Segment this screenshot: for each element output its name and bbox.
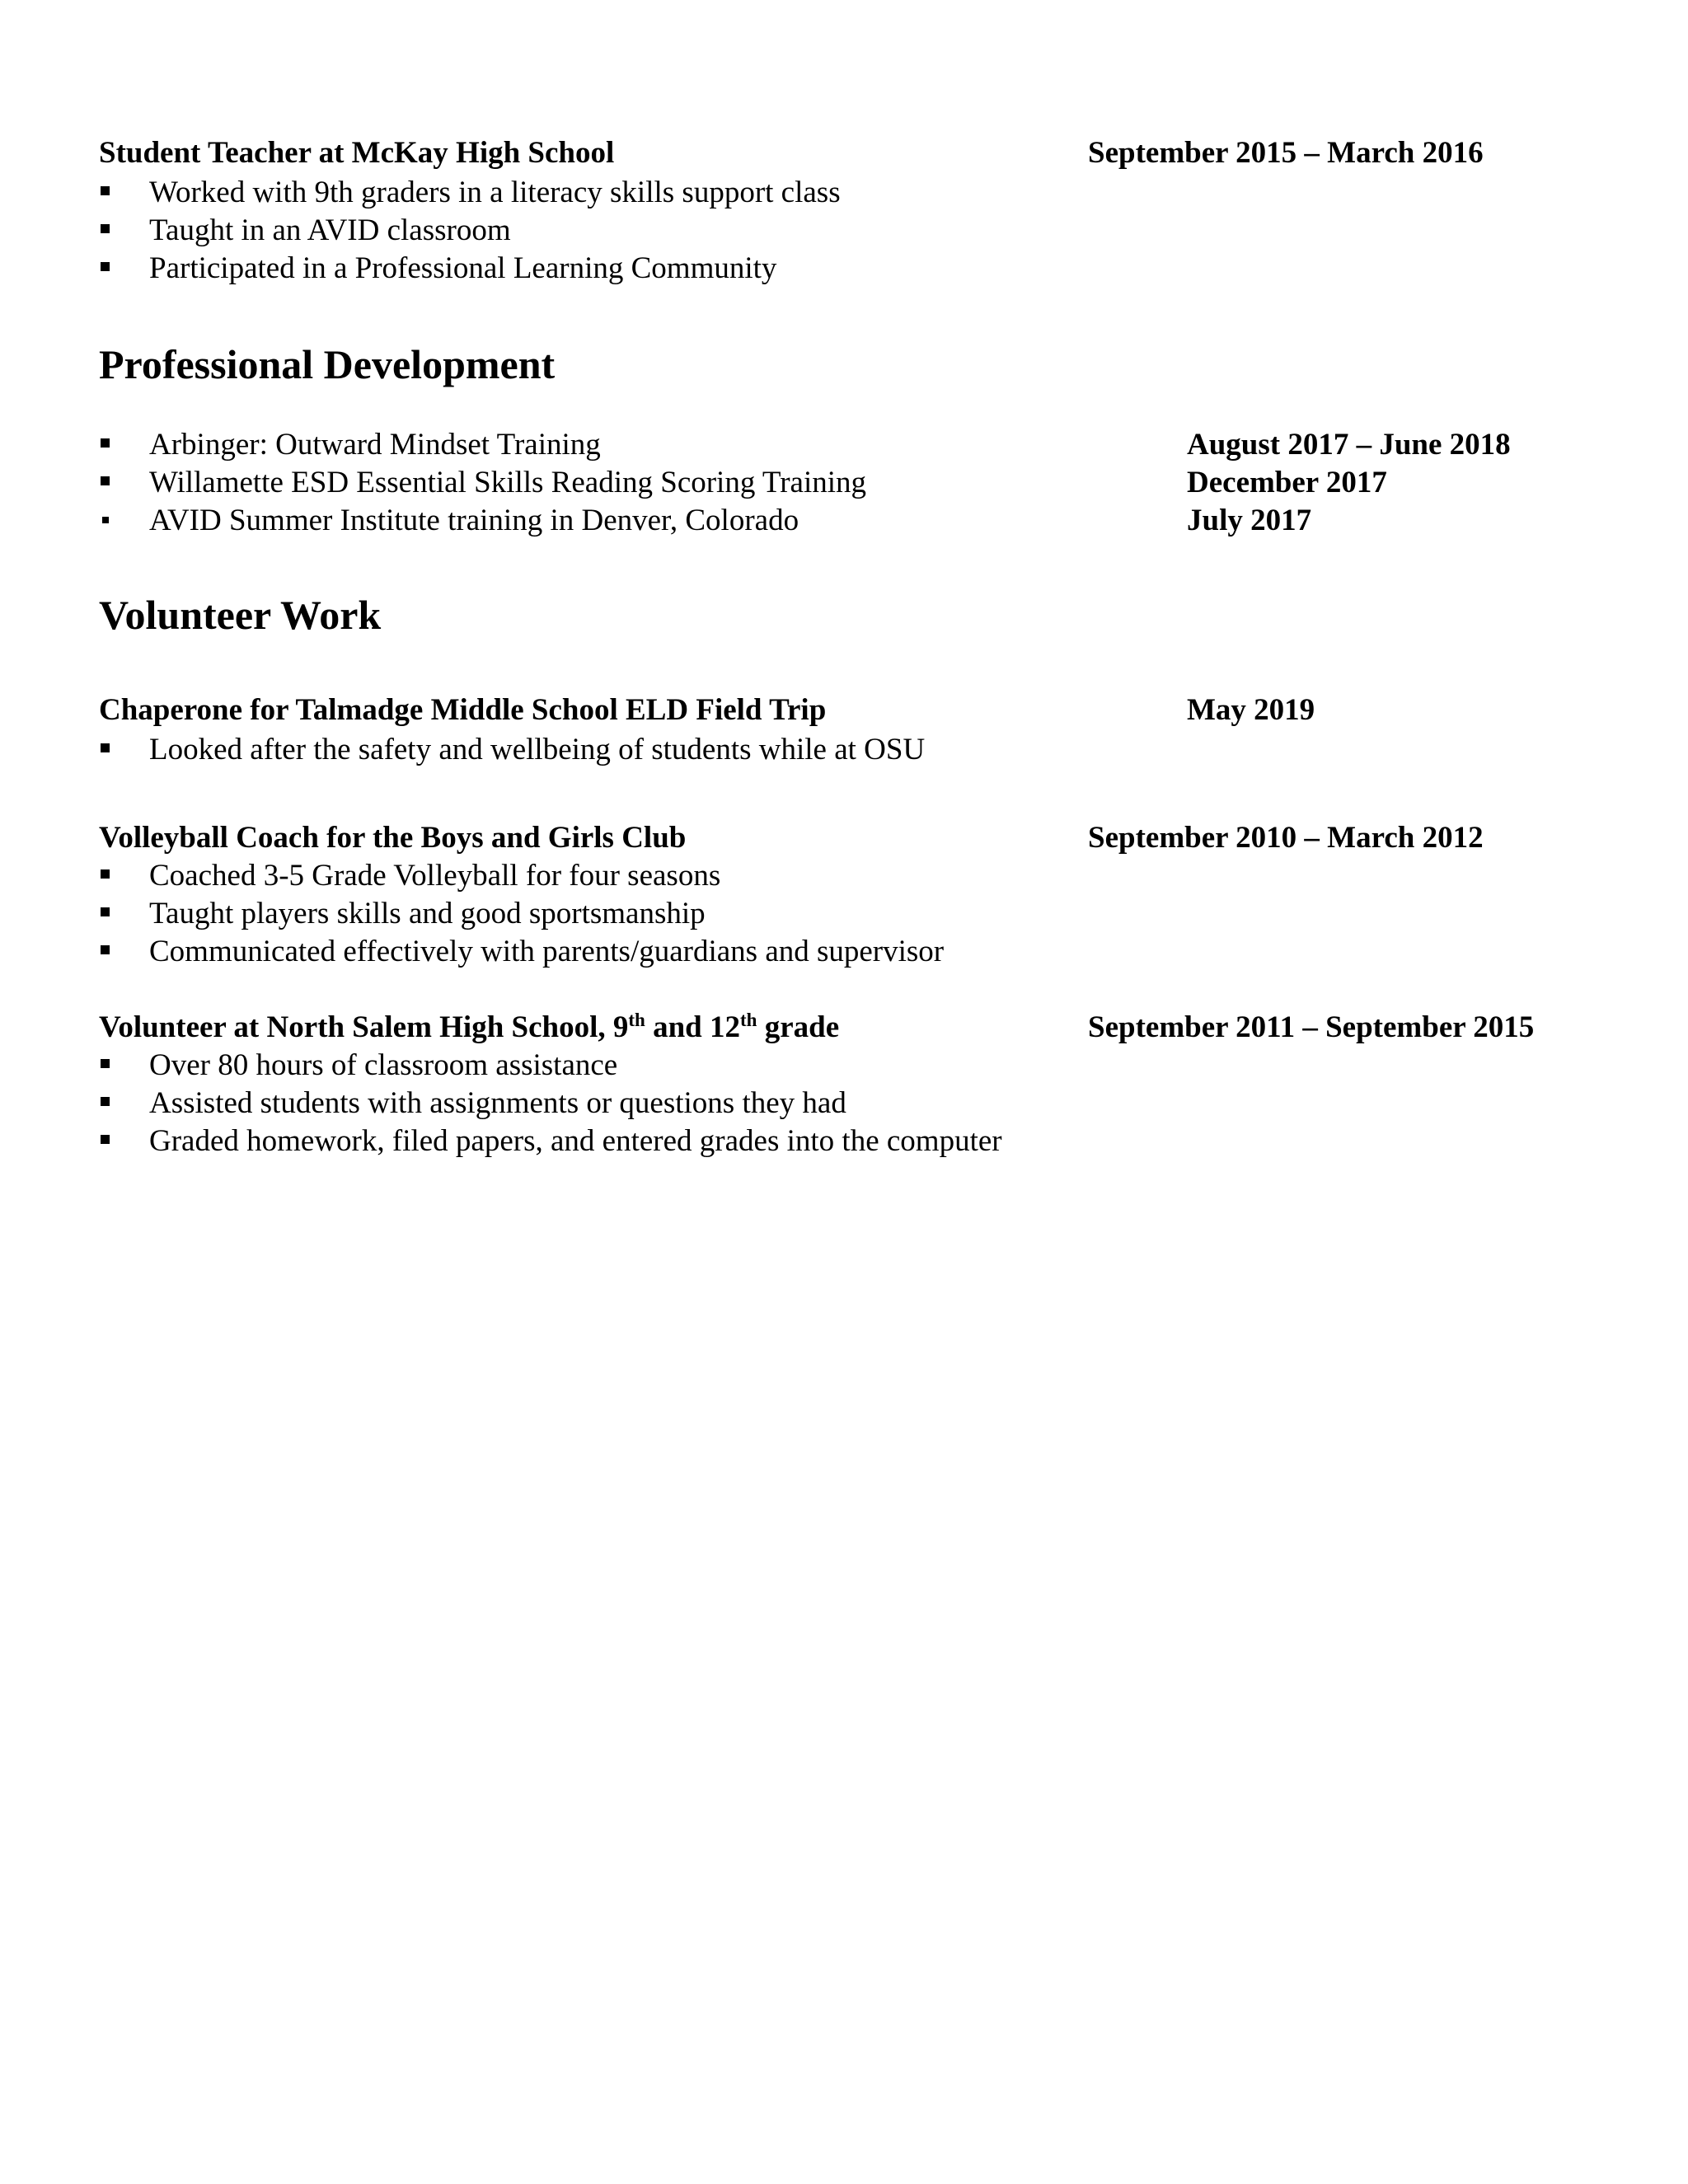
job-title-chaperone: Chaperone for Talmadge Middle School ELD Field Trip (99, 693, 827, 727)
bullet-square-icon (101, 945, 110, 954)
bullet-square-icon (101, 1059, 110, 1068)
bullet-square-icon (101, 869, 110, 879)
job-title-volleyball-coach: Volleyball Coach for the Boys and Girls Club (99, 821, 687, 855)
bullet-square-icon (101, 438, 110, 448)
resume-page: Student Teacher at McKay High School September 2015 – March 2016 Worked with 9th graders in a literacy skills support class Taught in an AVID classroom Participated in a Professional Learning Community Professional Development Arbinger: Outward Mindset Training August 2017 – June 2018 Willamette ESD Essential Skills Reading Scoring Training December 2017 AVID Summer Institute training in Denver, Colorado July 2017 Volunteer Work Chaperone for Talmadge Middle School ELD Field Trip May 2019 Looked after the safety and wellbeing of students while at OSU Volleyball Coach for the Boys and Girls Club September 2010 – March 2012 Coached 3-5 Grade Volleyball for four seasons Taught players skills and good sportsmanship Communicated effectively with parents/guardians and supervisor Volunteer at North Salem High School, 9th and 12th grade September 2011 – September 2015 Over 80 hours of classroom assistance Assisted students with assignments or questions they had Graded homework, filed papers, and entered grades into the computer (99, 136, 1535, 1158)
bullet-square-icon (102, 517, 109, 523)
bullet-square-icon (101, 1135, 110, 1144)
bullet-square-icon (101, 186, 110, 195)
section-heading-volunteer-work: Volunteer Work (99, 592, 382, 638)
bullet-square-icon (101, 907, 110, 916)
bullet-square-icon (101, 743, 110, 752)
bullet-square-icon (101, 224, 110, 233)
item-date: August 2017 – June 2018 (1187, 428, 1511, 462)
bullet-square-icon (101, 262, 110, 271)
job-dates-chaperone: May 2019 (1187, 693, 1315, 727)
job-title-north-salem-volunteer: Volunteer at North Salem High School, 9th and 12th grade (99, 1010, 840, 1044)
job-title-student-teacher: Student Teacher at McKay High School (99, 136, 615, 170)
bullet-square-icon (101, 476, 110, 485)
job-dates-north-salem-volunteer: September 2011 – September 2015 (1088, 1010, 1535, 1044)
job-dates-volleyball-coach: September 2010 – March 2012 (1088, 821, 1484, 855)
item-date: December 2017 (1187, 466, 1387, 499)
section-heading-professional-development: Professional Development (99, 341, 556, 387)
job-dates-student-teacher: September 2015 – March 2016 (1088, 136, 1484, 170)
item-date: July 2017 (1187, 504, 1312, 537)
bullet-square-icon (101, 1097, 110, 1106)
